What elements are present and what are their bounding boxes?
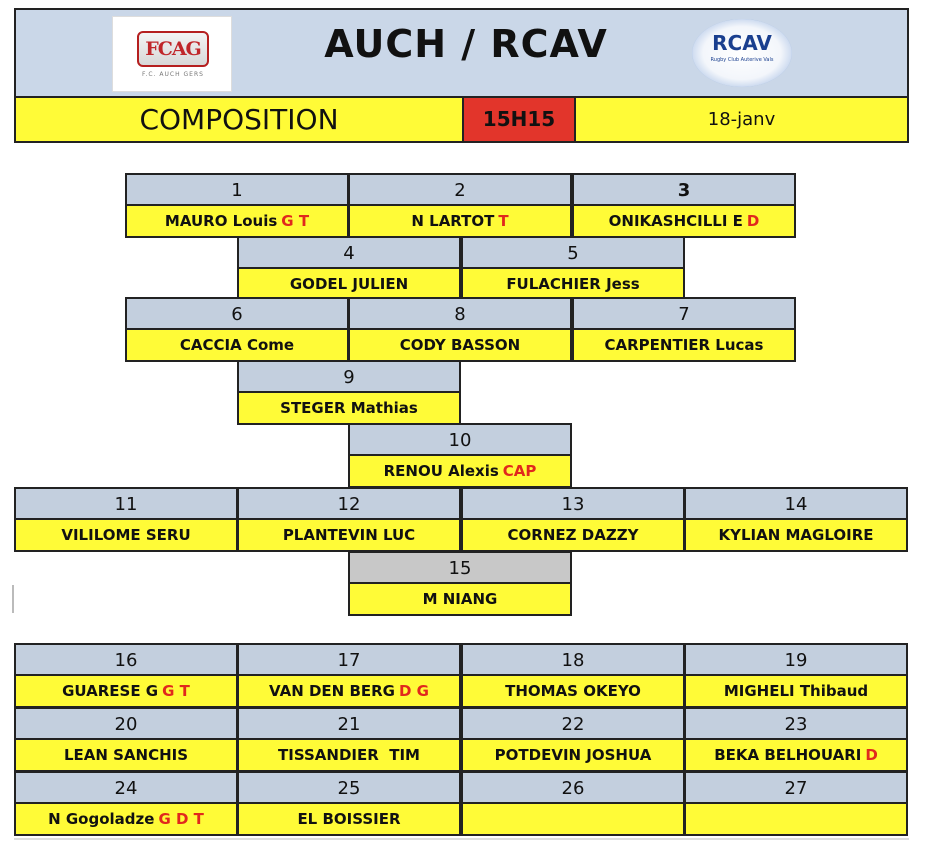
player-name-row [127,330,347,360]
player-name: CARPENTIER Lucas [604,336,764,354]
player-cell-9 [237,360,461,425]
page-bottom-divider [14,838,909,840]
player-name-row [239,520,459,550]
player-number: 18 [463,645,683,676]
player-name: TISSANDIER TIM [278,746,420,764]
player-name-row [16,520,236,550]
player-name-row [239,676,459,706]
captain-tag: CAP [502,462,537,480]
player-name: PLANTEVIN LUC [282,526,416,544]
player-number: 17 [239,645,459,676]
player-number: 26 [463,773,683,804]
player-name-row [350,584,570,614]
player-name: ONIKASHCILLI E [608,212,743,230]
player-name: STEGER Mathias [280,399,418,417]
player-name: M NIANG [422,590,498,608]
player-name-row [686,740,906,770]
rcav-logo-text: RCAV [712,31,772,55]
player-cell-12 [237,487,461,552]
match-title: AUCH / RCAV [324,22,608,66]
player-tag: G D T [158,810,204,828]
player-name-row [16,676,236,706]
player-number: 24 [16,773,236,804]
player-name: POTDEVIN JOSHUA [494,746,652,764]
player-tag: D G [399,682,429,700]
player-name-row [463,269,683,299]
player-cell-13 [461,487,685,552]
player-cell-10 [348,423,572,488]
sub-cell-19 [684,643,908,708]
player-tag: T [498,212,509,230]
player-name-row [574,330,794,360]
player-name: CODY BASSON [399,336,521,354]
player-cell-6 [125,297,349,362]
player-name-row [463,804,683,834]
player-name: GUARESE G [62,682,159,700]
player-name: BEKA BELHOUARI [714,746,862,764]
sub-cell-26 [461,771,685,836]
player-number: 21 [239,709,459,740]
player-number: 19 [686,645,906,676]
kickoff-time: 15H15 [462,98,576,141]
player-name-row [463,520,683,550]
player-number: 4 [239,238,459,269]
player-cell-15 [348,551,572,616]
player-name-row [463,740,683,770]
player-name: VILILOME SERU [61,526,191,544]
player-name: THOMAS OKEYO [505,682,641,700]
player-number: 6 [127,299,347,330]
player-number: 10 [350,425,570,456]
sub-cell-18 [461,643,685,708]
info-bar [14,96,909,143]
player-name-row [16,804,236,834]
player-number: 13 [463,489,683,520]
player-cell-8 [348,297,572,362]
player-number: 11 [16,489,236,520]
player-name-row [574,206,794,236]
player-name-row [686,520,906,550]
player-cell-4 [237,236,461,301]
player-number: 3 [574,175,794,206]
sub-cell-20 [14,707,238,772]
sub-cell-16 [14,643,238,708]
player-cell-2 [348,173,572,238]
player-number: 12 [239,489,459,520]
sub-cell-21 [237,707,461,772]
player-name: RENOU Alexis [383,462,499,480]
player-tag: D [865,746,878,764]
player-number: 23 [686,709,906,740]
player-tag: G T [162,682,190,700]
player-number: 16 [16,645,236,676]
match-date: 18-janv [707,109,776,130]
fcag-subtitle: F.C. AUCH GERS [142,71,204,78]
player-name: VAN DEN BERG [269,682,395,700]
player-name: GODEL JULIEN [289,275,409,293]
sub-cell-17 [237,643,461,708]
player-number: 15 [350,553,570,584]
player-name: FULACHIER Jess [506,275,640,293]
player-name-row [350,456,570,486]
fcag-logo [112,16,232,92]
player-number: 1 [127,175,347,206]
player-cell-7 [572,297,796,362]
fcag-badge: FCAG [137,31,209,67]
player-number: 7 [574,299,794,330]
player-number: 22 [463,709,683,740]
player-number: 25 [239,773,459,804]
player-name: CORNEZ DAZZY [507,526,639,544]
rcav-logo-subtitle: Rugby Club Auterive Vals [710,57,774,63]
sub-cell-24 [14,771,238,836]
player-name-row [239,804,459,834]
player-number: 8 [350,299,570,330]
header-panel [14,8,909,98]
sub-cell-27 [684,771,908,836]
player-name: LEAN SANCHIS [63,746,189,764]
player-name-row [239,740,459,770]
player-tag: G T [281,212,310,230]
composition-label: COMPOSITION [139,103,339,136]
player-name: CACCIA Come [179,336,295,354]
margin-mark [12,585,14,613]
player-name-row [239,269,459,299]
player-name: MAURO Louis [164,212,278,230]
player-name-row [127,206,347,236]
player-name: N LARTOT [411,212,495,230]
player-name-row [16,740,236,770]
player-name-row [350,206,570,236]
player-name: KYLIAN MAGLOIRE [718,526,874,544]
player-number: 9 [239,362,459,393]
sub-cell-25 [237,771,461,836]
player-number: 20 [16,709,236,740]
player-name: MIGHELI Thibaud [723,682,869,700]
player-cell-1 [125,173,349,238]
player-tag: D [746,212,760,230]
player-cell-11 [14,487,238,552]
player-name: EL BOISSIER [297,810,401,828]
player-number: 14 [686,489,906,520]
rcav-logo [686,13,798,93]
sub-cell-23 [684,707,908,772]
sub-cell-22 [461,707,685,772]
player-number: 5 [463,238,683,269]
player-name-row [239,393,459,423]
player-cell-3 [572,173,796,238]
player-name-row [686,676,906,706]
player-name: N Gogoladze [48,810,155,828]
player-name-row [686,804,906,834]
player-name-row [463,676,683,706]
player-name-row [350,330,570,360]
player-cell-14 [684,487,908,552]
player-number: 27 [686,773,906,804]
player-cell-5 [461,236,685,301]
player-number: 2 [350,175,570,206]
